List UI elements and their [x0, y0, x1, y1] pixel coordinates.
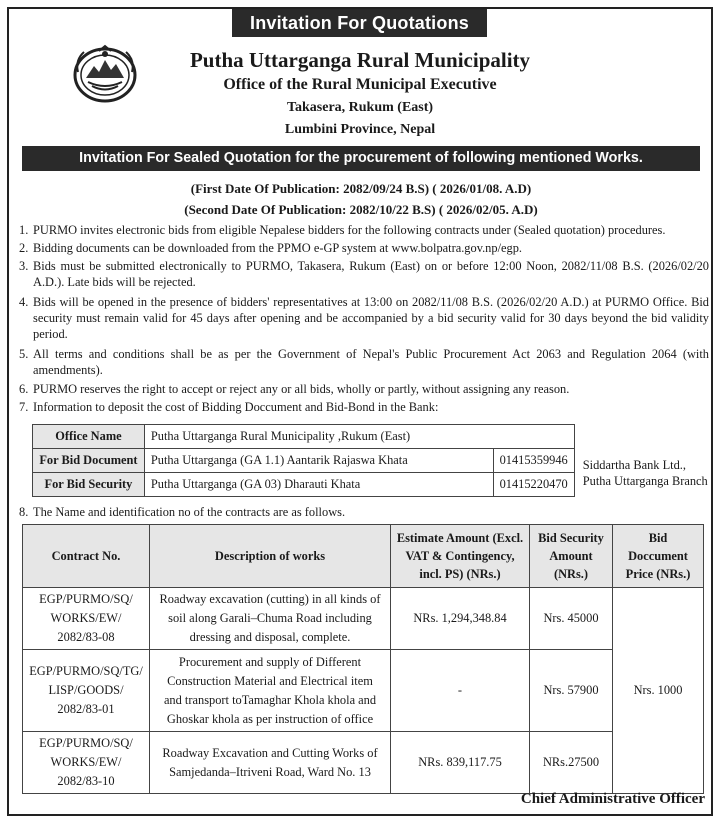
bid-document-account-name: Putha Uttarganga (GA 1.1) Aantarik Rajaswa Khata [144, 449, 493, 473]
work-description: Roadway excavation (cutting) in all kinds of soil along Garali–Chuma Road including dressing and disposal, complete. [150, 588, 391, 650]
office-name-label: Office Name [33, 425, 145, 449]
bid-security-label: For Bid Security [33, 473, 145, 497]
contracts-table [22, 524, 704, 794]
contract-number: EGP/PURMO/SQ/TG/ LISP/GOODS/ 2082/83-01 [23, 650, 150, 732]
bid-document-account-number: 01415359946 [493, 449, 574, 473]
header-estimate: Estimate Amount (Excl. VAT & Contingency, incl. PS) (NRs.) [391, 525, 530, 588]
table-row [23, 732, 704, 794]
signatory-title: Chief Administrative Officer [520, 791, 705, 807]
estimate-amount: NRs. 1,294,348.84 [391, 588, 530, 650]
bank-name: Siddartha Bank Ltd., [582, 457, 686, 472]
work-description: Procurement and supply of Different Construction Material and Electrical item and transport toTamaghar Khola khola and Ghoskar khola as per instruction of office [150, 650, 391, 732]
estimate-amount: - [391, 650, 530, 732]
table-header-row [23, 525, 704, 588]
bid-security-account-number: 01415220470 [493, 473, 574, 497]
table-row [33, 449, 723, 473]
province-line: Lumbini Province, Nepal [284, 122, 436, 137]
bid-security-account-name: Putha Uttarganga (GA 03) Dharauti Khata [144, 473, 493, 497]
bank-deposit-table [32, 424, 723, 497]
contract-number: EGP/PURMO/SQ/ WORKS/EW/ 2082/83-08 [23, 588, 150, 650]
bid-document-label: For Bid Document [33, 449, 145, 473]
table-row [23, 588, 704, 650]
estimate-amount: NRs. 839,117.75 [391, 732, 530, 794]
bank-branch [574, 449, 723, 497]
header-description: Description of works [150, 525, 391, 588]
municipality-title: Putha Uttarganga Rural Municipality [189, 48, 531, 72]
bid-security-amount: Nrs. 45000 [530, 588, 613, 650]
office-name-value: Putha Uttarganga Rural Municipality ,Rukum (East) [144, 425, 574, 449]
table-row [23, 650, 704, 732]
second-publication-date: (Second Date Of Publication: 2082/10/22 B.S) ( 2026/02/05. A.D) [184, 202, 538, 217]
notice-subtitle: Invitation For Sealed Quotation for the procurement of following mentioned Works. [22, 146, 700, 171]
header-contract-no: Contract No. [23, 525, 150, 588]
first-publication-date: (First Date Of Publication: 2082/09/24 B.S) ( 2026/01/08. A.D) [190, 181, 532, 196]
bid-security-amount: Nrs. 57900 [530, 650, 613, 732]
office-address: Takasera, Rukum (East) [286, 100, 434, 115]
bid-security-amount: NRs.27500 [530, 732, 613, 794]
branch-name: Putha Uttarganga Branch [582, 473, 708, 488]
table-row [33, 425, 723, 449]
municipality-emblem [72, 42, 138, 104]
bid-document-price: Nrs. 1000 [613, 588, 704, 794]
notice-banner: Invitation For Quotations [232, 9, 487, 37]
office-title: Office of the Rural Municipal Executive [223, 76, 497, 93]
contract-number: EGP/PURMO/SQ/ WORKS/EW/ 2082/83-10 [23, 732, 150, 794]
header-bid-security: Bid Security Amount (NRs.) [530, 525, 613, 588]
work-description: Roadway Excavation and Cutting Works of Samjedanda–Itriveni Road, Ward No. 13 [150, 732, 391, 794]
header-doc-price: Bid Doccument Price (NRs.) [613, 525, 704, 588]
